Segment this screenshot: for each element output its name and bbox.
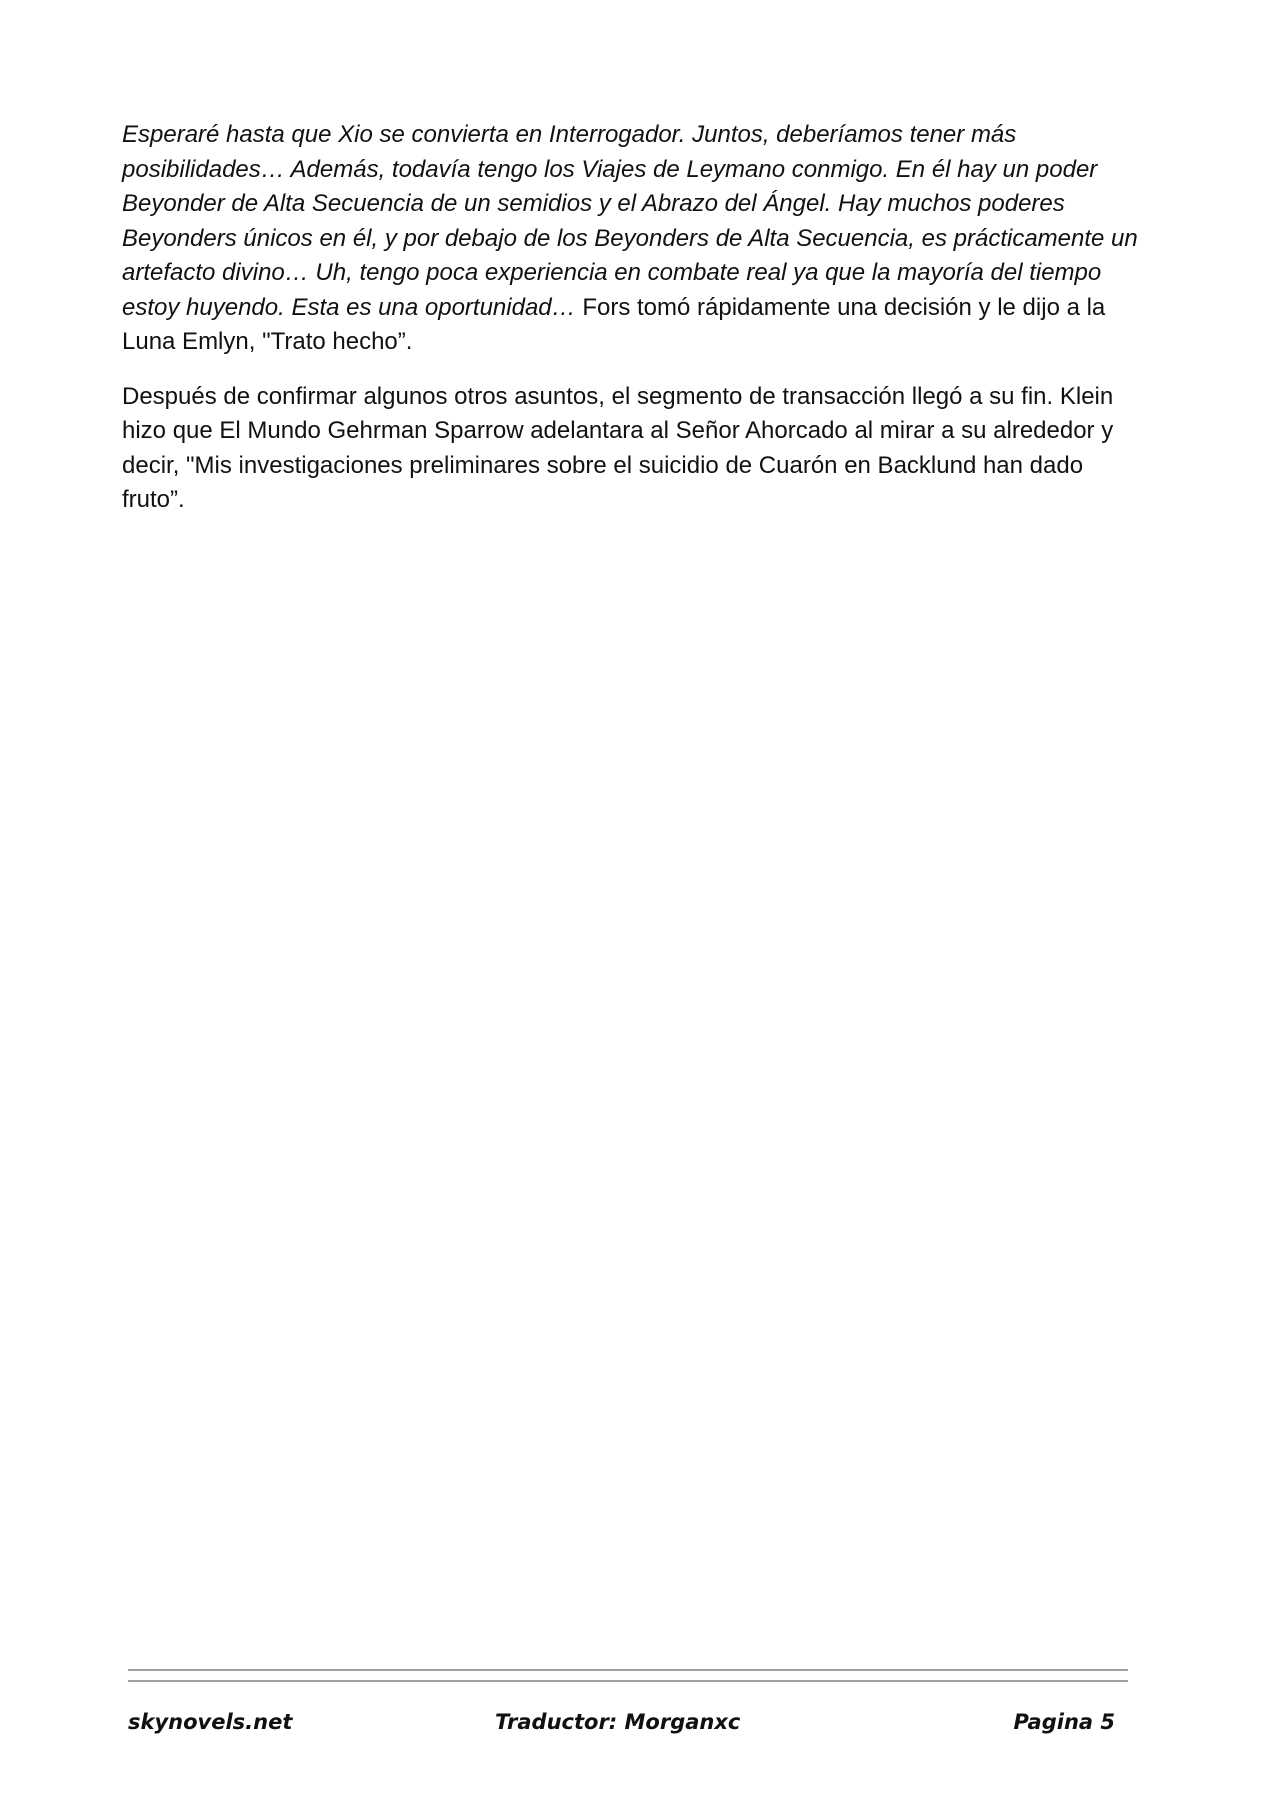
paragraph-1-normal-text: Fors tomó rápidamente una decisión y le dijo a la Luna Emlyn, "Trato hecho”.	[122, 293, 1106, 355]
paragraph-2-normal-text: Después de confirmar algunos otros asuntos, el segmento de transacción llegó a su fin. Klein hizo que El Mundo Gehrman Sparrow adelantara al Señor Ahorcado al mirar a su alrededor y decir, "Mis investigaciones preliminares sobre el suicidio de Cuarón en Backlund han dado fruto”.	[122, 382, 1114, 513]
paragraph-1	[122, 118, 1152, 360]
footer-page-number: Pagina 5	[1013, 1710, 1115, 1734]
document-body	[122, 118, 1152, 538]
footer-site: skynovels.net	[128, 1710, 293, 1734]
footer-divider-bottom	[128, 1680, 1128, 1682]
page-footer	[128, 1710, 1128, 1750]
paragraph-2	[122, 380, 1152, 518]
footer-translator: Traductor: Morganxc	[495, 1710, 741, 1734]
paragraph-1-italic-text: Esperaré hasta que Xio se convierta en Interrogador. Juntos, deberíamos tener más posibilidades… Además, todavía tengo los Viajes de Leymano conmigo. En él hay un poder Beyonder de Alta Secuencia de un semidios y el Abrazo del Ángel. Hay muchos poderes Beyonders únicos en él, y por debajo de los Beyonders de Alta Secuencia, es prácticamente un artefacto divino… Uh, tengo poca experiencia en combate real ya que la mayoría del tiempo estoy huyendo. Esta es una oportunidad…	[122, 121, 1138, 321]
footer-divider-top	[128, 1669, 1128, 1671]
